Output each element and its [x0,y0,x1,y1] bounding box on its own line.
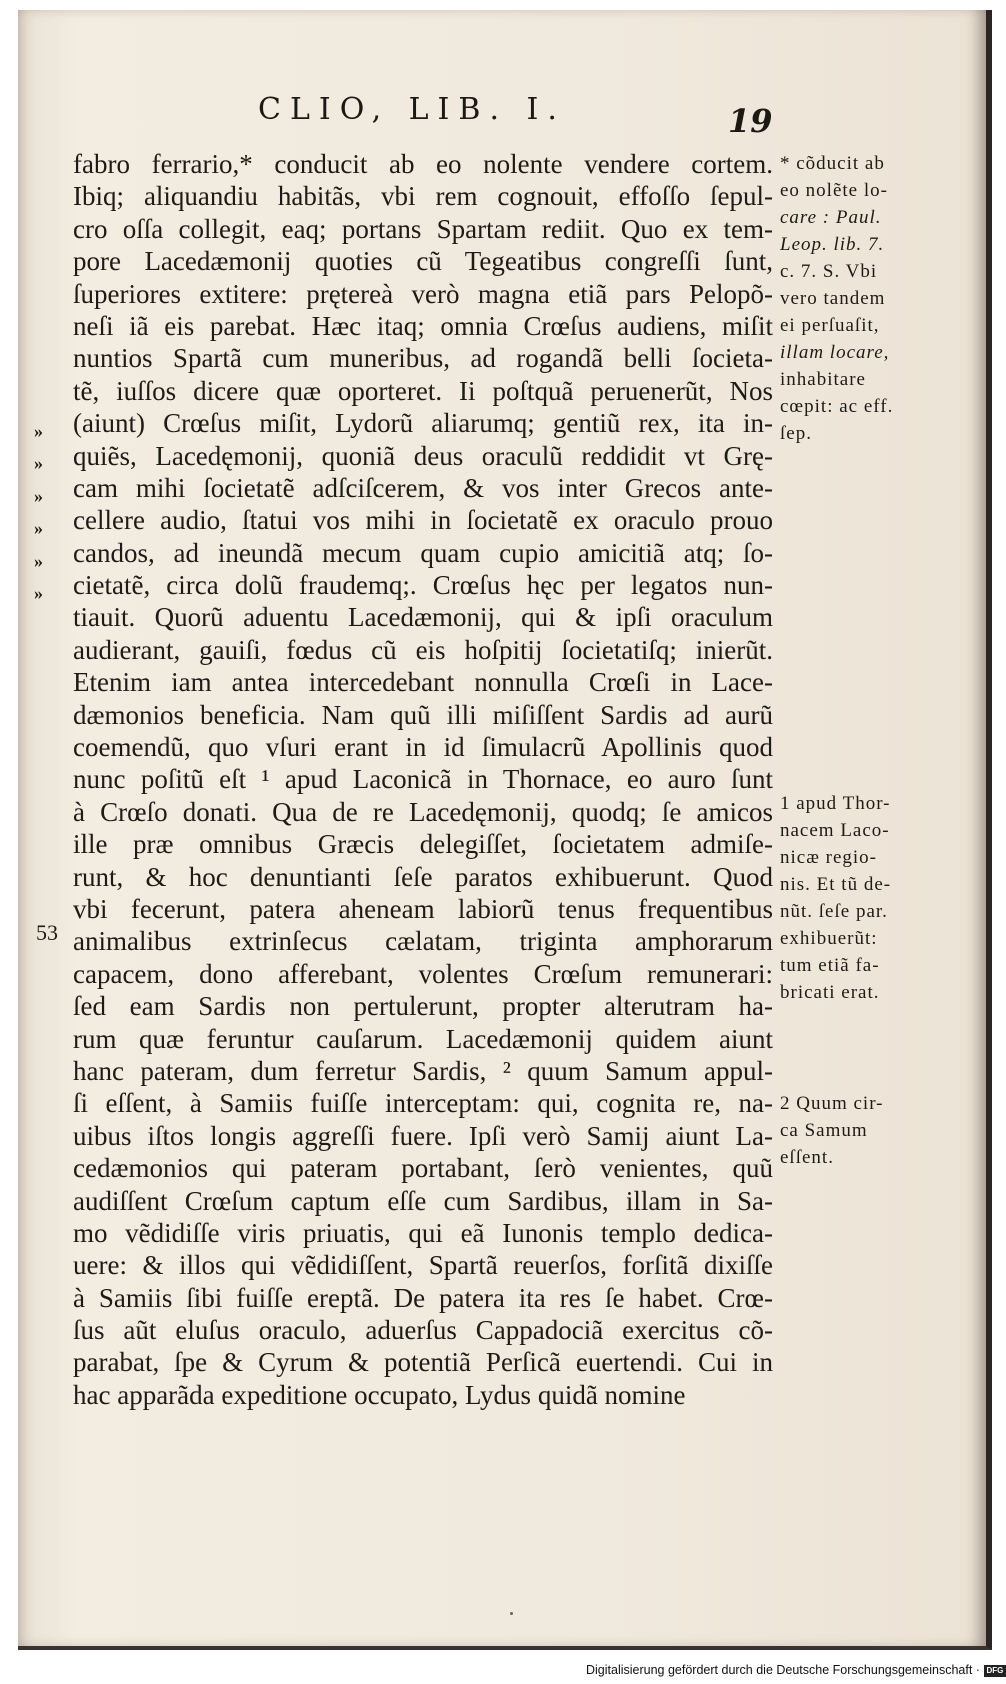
quotation-marks-column [34,415,43,609]
text-line: animalibus extrinſecus cælatam, triginta amphorarum [73,926,773,957]
margin-note-line: 1 apud Thor- [780,793,891,814]
quote-mark: » [34,582,43,603]
main-text-block [73,148,773,1411]
text-line: nunc poſitũ eſt ¹ apud Laconicã in Thornace, eo auro ſunt [73,764,773,795]
quote-mark: » [34,421,43,441]
text-line: capacem, dono afferebant, volentes Crœſum remunerari: [73,958,773,989]
text-line: cam mihi ſocietatẽ adſciſcerem, & vos inter Grecos ante- [73,472,773,503]
text-line: tiauit. Quorũ aduentu Lacedæmonij, qui & ipſi oraculum [73,602,773,633]
margin-note-line: illam locare, [780,342,890,363]
text-line: à Crœſo donati. Qua de re Lacedęmonij, quodq; ſe amicos [73,796,773,827]
text-line: cietatẽ, circa dolũ fraudemq;. Crœſus hęc per legatos nun- [73,570,773,601]
text-line: rum quæ feruntur cauſarum. Lacedæmonij quidem aiunt [73,1023,773,1054]
margin-note-c [780,1090,930,1171]
margin-note-line: * cõducit ab [780,153,885,174]
text-line: hanc pateram, dum ferretur Sardis, ² quum Samum appul- [73,1055,773,1086]
text-line: uibus iſtos longis aggreſſi fuere. Ipſi verò Samij aiunt La- [73,1120,773,1151]
margin-note-line: nacem Laco- [780,820,890,841]
text-line: fabro ferrario,* conducit ab eo nolente vendere cortem. [73,149,773,179]
text-line: coemendũ, quo vſuri erant in id ſimulacrũ Apollinis quod [73,732,773,763]
text-line: cellere audio, ſtatui vos mihi in ſocietatẽ ex oraculo prouo [73,505,773,536]
text-line: (aiunt) Crœſus miſit, Lydorũ aliarumq; gentiũ rex, ita in- [73,408,773,439]
margin-note-line: tum etiã fa- [780,955,880,976]
margin-note-line: ei perſuaſit, [780,315,880,336]
text-line: neſi iã eis parebat. Hæc itaq; omnia Crœſus audiens, miſit [73,310,773,341]
margin-note-line: Leop. lib. 7. [780,234,885,255]
margin-note-line: exhibuerũt: [780,928,878,949]
margin-note-line: nũt. ſeſe par. [780,901,888,922]
text-line: à Samiis ſibi fuiſſe ereptã. De patera ita res ſe habet. Crœ- [73,1282,773,1313]
quote-mark: » [34,485,43,506]
margin-note-line: care : Paul. [780,207,882,228]
margin-note-line: nis. Et tũ de- [780,874,892,895]
text-line: pore Lacedæmonij quoties cũ Tegeatibus congreſſi ſunt, [73,246,773,277]
text-line: candos, ad ineundã mecum quam cupio amicitiã atq; ſo- [73,537,773,568]
margin-note-line: inhabitare [780,369,866,390]
text-line: audiſſent Crœſum captum eſſe cum Sardibus, illam in Sa- [73,1185,773,1216]
margin-note-a [780,150,930,447]
margin-page-number: 53 [36,920,58,945]
text-line: cedæmonios qui pateram portabant, ſerò venientes, quũ [73,1153,773,1184]
text-line: Etenim iam antea intercedebant nonnulla Crœſi in Lace- [73,667,773,698]
dfg-logo-icon: DFG [984,1665,1006,1677]
margin-note-line: ſep. [780,423,812,444]
paper-speck [510,1612,513,1615]
text-line: vbi fecerunt, patera aheneam labiorũ tenus frequentibus [73,893,773,924]
text-line: ſed eam Sardis non pertulerunt, propter alterutram ha- [73,991,773,1022]
text-line: runt, & hoc denuntianti ſeſe paratos exhibuerunt. Quod [73,861,773,892]
quote-mark: » [34,518,43,539]
text-line: parabat, ſpe & Cyrum & potentiã Perſicã euertendi. Cui in [73,1347,773,1378]
text-line: Ibiq; aliquandiu habitãs, vbi rem cognouit, effoſſo ſepul- [73,181,773,212]
text-line: mo vẽdidiſſe viris priuatis, qui eã Iunonis templo dedica- [73,1217,773,1248]
text-line: ſuperiores extitere: prętereà verò magna etiã pars Pelopõ- [73,278,773,309]
margin-note-line: cœpit: ac eff. [780,396,894,417]
text-line: ſus aũt eluſus oraculo, aduerſus Cappadociã exercitus cõ- [73,1315,773,1346]
digitization-footer [586,1663,1006,1677]
quote-mark: » [34,453,43,474]
margin-note-line: vero tandem [780,288,886,309]
text-line: uere: & illos qui vẽdidiſſent, Spartã reuerſos, forſitã dixiſſe [73,1250,773,1281]
margin-note-line: bricati erat. [780,982,880,1003]
text-line: nuntios Spartã cum muneribus, ad rogandã belli ſocieta- [73,343,773,374]
text-line: cro oſſa collegit, eaq; portans Spartam rediit. Quo ex tem- [73,213,773,244]
text-line: hac apparãda expeditione occupato, Lydus quidã nomine [73,1379,686,1410]
text-line: ille præ omnibus Græcis delegiſſet, ſocietatem admiſe- [73,829,773,860]
text-line: dæmonios beneficia. Nam quũ illi miſiſſent Sardis ad aurũ [73,699,773,730]
quote-mark: » [34,550,43,571]
margin-note-line: nicæ regio- [780,847,878,868]
footer-text: Digitalisierung gefördert durch die Deutsche Forschungsgemeinschaft · [586,1663,980,1677]
running-head: CLIO, LIB. I. [258,92,566,127]
margin-note-line: ca Samum [780,1120,868,1141]
text-line: audierant, gauiſi, fœdus cũ eis hoſpitij ſocietatiſq; inierũt. [73,634,773,665]
text-line: ſi eſſent, à Samiis fuiſſe interceptam: qui, cognita re, na- [73,1088,773,1119]
margin-note-b [780,790,930,1006]
margin-note-line: 2 Quum cir- [780,1093,884,1114]
margin-note-line: eo nolẽte lo- [780,180,888,201]
text-line: quiẽs, Lacedęmonij, quoniã deus oraculũ reddidit vt Grę- [73,440,773,471]
text-line: tẽ, iuſſos dicere quæ oporteret. Ii poſtquã peruenerũt, Nos [73,375,773,406]
folio-number: 19 [728,102,773,140]
margin-note-line: c. 7. S. Vbi [780,261,878,282]
margin-note-line: eſſent. [780,1147,834,1168]
